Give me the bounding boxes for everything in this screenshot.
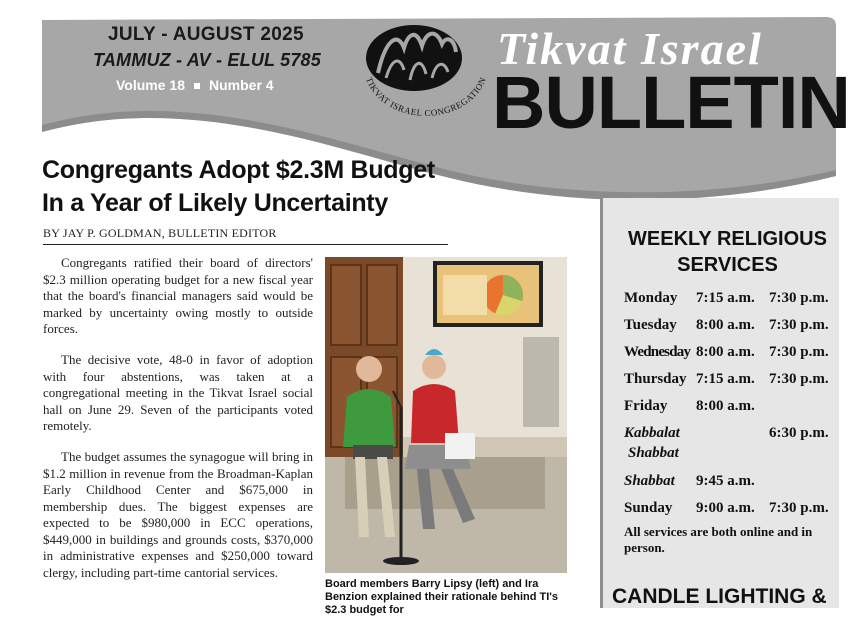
service-day-line-2: Shabbat (628, 445, 679, 461)
bulletin-title: BULLETIN (492, 61, 850, 144)
services-heading-line-1: WEEKLY RELIGIOUS (628, 228, 827, 250)
service-morning-time: 8:00 a.m. (696, 344, 755, 360)
bulletin-brand-name: Tikvat Israel (497, 23, 763, 74)
article-paragraph (43, 352, 313, 435)
service-evening-time: 7:30 p.m. (769, 290, 829, 306)
service-evening-time: 7:30 p.m. (769, 371, 829, 387)
paragraph-1: Congregants ratified their board of directors' $2.3 million operating budget for a new fiscal year that the board's financial managers said would be marked by uncertainty owing mostly to outside forces. (43, 255, 313, 336)
service-morning-time: 8:00 a.m. (696, 398, 755, 414)
services-heading-line-2: SERVICES (677, 254, 778, 276)
service-morning-time: 9:45 a.m. (696, 473, 755, 489)
headline-line-1: Congregants Adopt $2.3M Budget (42, 156, 435, 184)
service-evening-time: 7:30 p.m. (769, 500, 829, 516)
number-label: Number 4 (209, 77, 274, 93)
article-headline (42, 154, 462, 220)
service-evening-time: 7:30 p.m. (769, 344, 829, 360)
logo-text: TIKVAT ISRAEL CONGREGATION (364, 75, 488, 118)
service-morning-time: 9:00 a.m. (696, 500, 755, 516)
service-row-kabbalat-shabbat (624, 425, 849, 465)
service-day: Shabbat (624, 473, 675, 489)
service-evening-time: 7:30 p.m. (769, 317, 829, 333)
service-evening-time: 6:30 p.m. (769, 425, 829, 441)
congregation-logo (356, 18, 496, 118)
volume-number (116, 77, 274, 93)
service-morning-time: 7:15 a.m. (696, 290, 755, 306)
article-byline: BY JAY P. GOLDMAN, BULLETIN EDITOR (43, 226, 448, 245)
volume-label: Volume 18 (116, 77, 185, 93)
separator-square (194, 83, 200, 89)
service-day: Wednesday (624, 344, 691, 360)
article-paragraph (43, 255, 313, 338)
board-members-photo (325, 257, 567, 573)
headline-line-2: In a Year of Likely Uncertainty (42, 189, 388, 217)
service-day: Thursday (624, 371, 687, 387)
paragraph-3: The budget assumes the synagogue will bring in $1.2 million in revenue from the Broadman-Kaplan Early Childhood Center and $675,000 in membership dues. The biggest expenses are expected to be $980,000 in ECC operations, $449,000 in buildings and grounds costs, $370,000 in administrative expenses and $250,000 toward clergy, including part-time cantorial services. (43, 449, 313, 580)
candle-lighting-heading: CANDLE LIGHTING & (612, 585, 827, 608)
service-day: Tuesday (624, 317, 677, 333)
services-note: All services are both online and in person. (624, 524, 813, 555)
service-day: Monday (624, 290, 678, 306)
paragraph-2: The decisive vote, 48-0 in favor of adoption with four abstentions, was taken at a congregational meeting in the Tikvat Israel social hall on June 29. Seven of the participants voted remotely. (43, 352, 313, 433)
service-day: Sunday (624, 500, 673, 516)
service-morning-time: 8:00 a.m. (696, 317, 755, 333)
service-day: Kabbalat (624, 425, 680, 441)
services-heading (600, 226, 855, 278)
article-paragraph (43, 449, 313, 581)
issue-date: JULY - AUGUST 2025 (108, 24, 304, 45)
service-day: Friday (624, 398, 668, 414)
hebrew-date: TAMMUZ - AV - ELUL 5785 (93, 50, 321, 70)
photo-caption: Board members Barry Lipsy (left) and Ira Benzion explained their rationale behind TI's $2.3 budget for (325, 578, 559, 616)
service-morning-time: 7:15 a.m. (696, 371, 755, 387)
